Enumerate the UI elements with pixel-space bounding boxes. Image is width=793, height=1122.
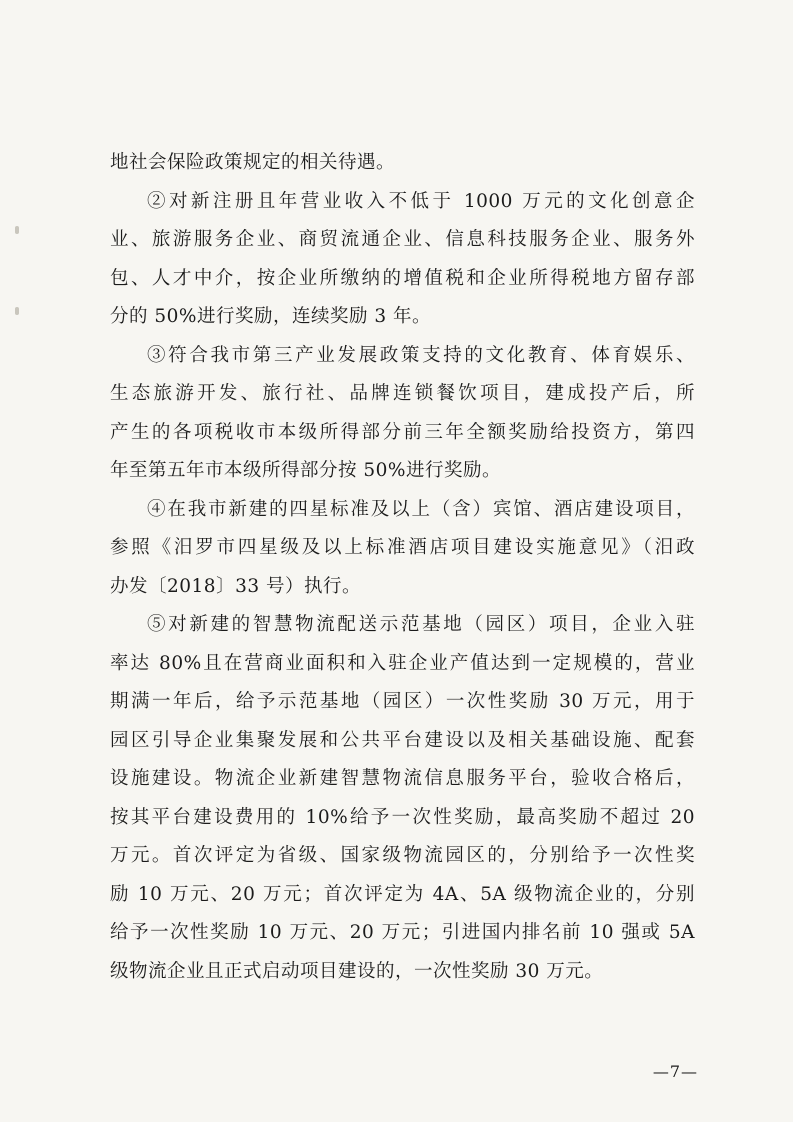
text-line: 万元。首次评定为省级、国家级物流园区的，分别给予一次性奖 <box>110 845 695 866</box>
text-line: 产生的各项税收市本级所得部分前三年全额奖励给投资方，第四 <box>110 421 695 443</box>
document-body <box>110 144 695 991</box>
text-line: ③符合我市第三产业发展政策支持的文化教育、体育娱乐、 <box>147 344 695 366</box>
text-line: 地社会保险政策规定的相关待遇。 <box>110 152 396 173</box>
text-line: 办发〔2018〕33 号）执行。 <box>110 575 362 597</box>
text-line: 设施建设。物流企业新建智慧物流信息服务平台，验收合格后， <box>110 768 695 789</box>
scan-mark <box>15 226 19 234</box>
text-line: 给予一次性奖励 10 万元、20 万元；引进国内排名前 10 强或 5A <box>110 922 695 943</box>
text-line: 级物流企业且正式启动项目建设的，一次性奖励 30 万元。 <box>110 960 604 982</box>
text-line: 生态旅游开发、旅行社、品牌连锁餐饮项目，建成投产后，所 <box>110 383 695 404</box>
text-line: 分的 50%进行奖励，连续奖励 3 年。 <box>110 306 432 327</box>
text-line: 率达 80%且在营商业面积和入驻企业产值达到一定规模的，营业 <box>110 652 695 674</box>
text-line: 包、人才中介，按企业所缴纳的增值税和企业所得税地方留存部 <box>110 267 695 289</box>
text-line: 期满一年后，给予示范基地（园区）一次性奖励 30 万元，用于 <box>110 691 695 712</box>
text-line: 励 10 万元、20 万元；首次评定为 4A、5A 级物流企业的，分别 <box>110 883 695 905</box>
text-line: 年至第五年市本级所得部分按 50%进行奖励。 <box>110 460 502 481</box>
text-line: 业、旅游服务企业、商贸流通企业、信息科技服务企业、服务外 <box>110 229 695 250</box>
text-line: 按其平台建设费用的 10%给予一次性奖励，最高奖励不超过 20 <box>110 806 695 828</box>
page-number: —7— <box>652 1062 698 1081</box>
text-line: ④在我市新建的四星标准及以上（含）宾馆、酒店建设项目， <box>147 498 695 520</box>
text-line: ②对新注册且年营业收入不低于 1000 万元的文化创意企 <box>147 190 695 212</box>
text-line: 参照《汨罗市四星级及以上标准酒店项目建设实施意见》（汨政 <box>110 537 695 558</box>
scan-mark <box>15 307 19 315</box>
text-line: 园区引导企业集聚发展和公共平台建设以及相关基础设施、配套 <box>110 729 695 751</box>
text-line: ⑤对新建的智慧物流配送示范基地（园区）项目，企业入驻 <box>147 614 695 635</box>
